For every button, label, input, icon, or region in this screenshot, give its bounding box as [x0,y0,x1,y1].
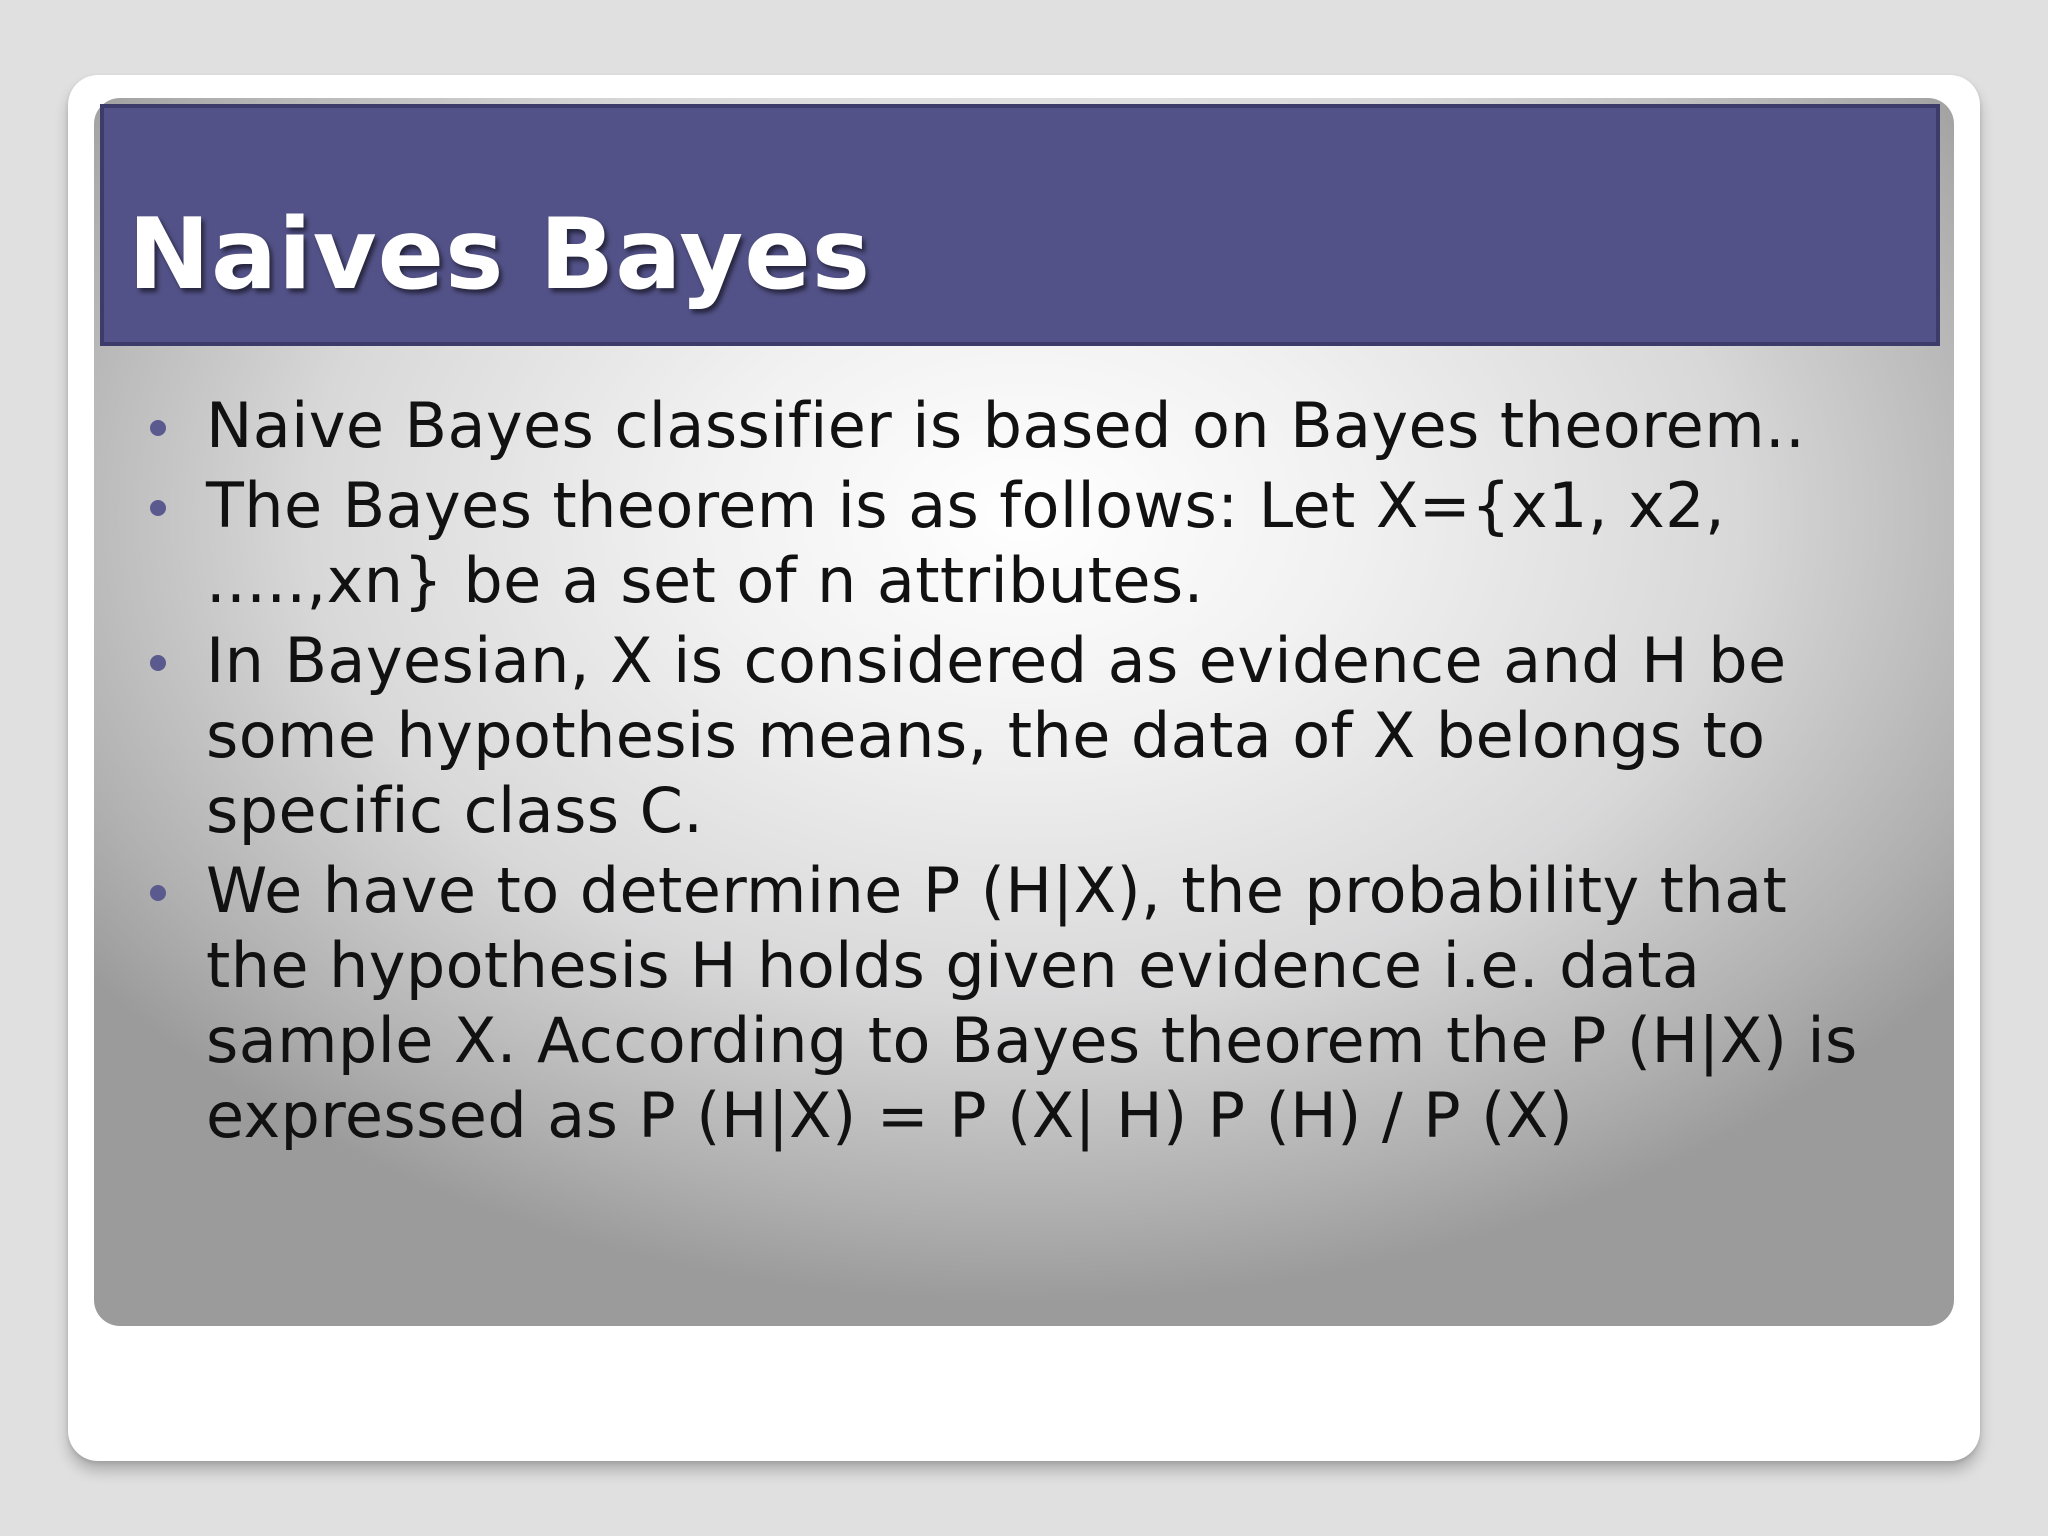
bullet-item [140,623,1900,848]
bullet-text: In Bayesian, X is considered as evidence and H be some hypothesis means, the data of X belongs to specific class C. [206,624,1787,847]
bullet-dot-icon [150,420,166,436]
bullet-list [140,388,1900,1158]
bullet-dot-icon [150,500,166,516]
bullet-item [140,388,1900,463]
bullet-item [140,853,1900,1153]
bullet-text: We have to determine P (H|X), the probability that the hypothesis H holds given evidence i.e. data sample X. According to Bayes theorem the P (H|X) is expressed as P (H|X) = P (X| H) P (H) / P (X) [206,854,1858,1152]
bullet-text: The Bayes theorem is as follows: Let X={x1, x2, .....,xn} be a set of n attributes. [206,469,1726,617]
bullet-item [140,468,1900,618]
bullet-dot-icon [150,885,166,901]
bullet-text: Naive Bayes classifier is based on Bayes theorem.. [206,389,1806,462]
slide-title: Naives Bayes [128,198,872,312]
bullet-dot-icon [150,655,166,671]
